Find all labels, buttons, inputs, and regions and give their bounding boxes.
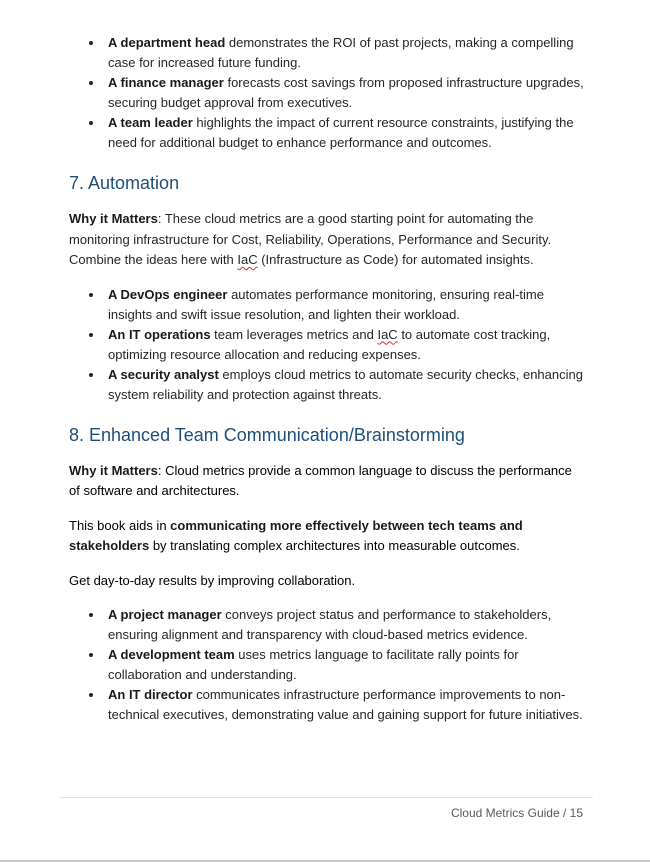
list-item: An IT operations team leverages metrics and IaC to automate cost tracking, optimizing resource allocation and reducing expenses. (108, 325, 585, 365)
list-item: A department head demonstrates the ROI of past projects, making a compelling case for increased future funding. (108, 33, 585, 73)
automation-examples-list (69, 285, 585, 405)
page-content (69, 33, 585, 725)
footer-page-label: Cloud Metrics Guide / 15 (450, 806, 583, 820)
section-heading-team-communication: 8. Enhanced Team Communication/Brainstorming (69, 424, 465, 445)
list-item: An IT director communicates infrastructure performance improvements to non-technical executives, demonstrating value and gaining support for future initiatives. (108, 685, 585, 725)
day-to-day-paragraph: Get day-to-day results by improving collaboration. (69, 572, 356, 588)
book-aids-paragraph: This book aids in communicating more effectively between tech teams and stakeholders by translating complex architectures into measurable outcomes. (69, 517, 523, 553)
spellcheck-flagged-word[interactable]: IaC (377, 326, 398, 342)
list-item: A DevOps engineer automates performance monitoring, ensuring real-time insights and swift issue resolution, and lighten their workload. (108, 285, 585, 325)
list-item: A security analyst employs cloud metrics to automate security checks, enhancing system reliability and protection against threats. (108, 365, 585, 405)
why-it-matters-paragraph: Why it Matters: Cloud metrics provide a common language to discuss the performance of software and architectures. (69, 462, 572, 498)
footer-divider (60, 797, 593, 798)
section-heading-automation: 7. Automation (69, 173, 180, 193)
communication-examples-list (69, 605, 585, 725)
spellcheck-flagged-word[interactable]: IaC (237, 252, 258, 267)
list-item: A finance manager forecasts cost savings from proposed infrastructure upgrades, securing budget approval from executives. (108, 73, 585, 113)
list-item: A team leader highlights the impact of current resource constraints, justifying the need for additional budget to enhance performance and outcomes. (108, 113, 585, 153)
funding-examples-list (69, 33, 585, 153)
list-item: A development team uses metrics language to facilitate rally points for collaboration and understanding. (108, 645, 585, 685)
why-it-matters-paragraph: Why it Matters: These cloud metrics are a good starting point for automating the monitoring infrastructure for Cost, Reliability, Operations, Performance and Security. Combine the ideas here with IaC (Infrastructure as Code) for automated insights. (69, 211, 552, 267)
list-item: A project manager conveys project status and performance to stakeholders, ensuring alignment and transparency with cloud-based metrics evidence. (108, 605, 585, 645)
